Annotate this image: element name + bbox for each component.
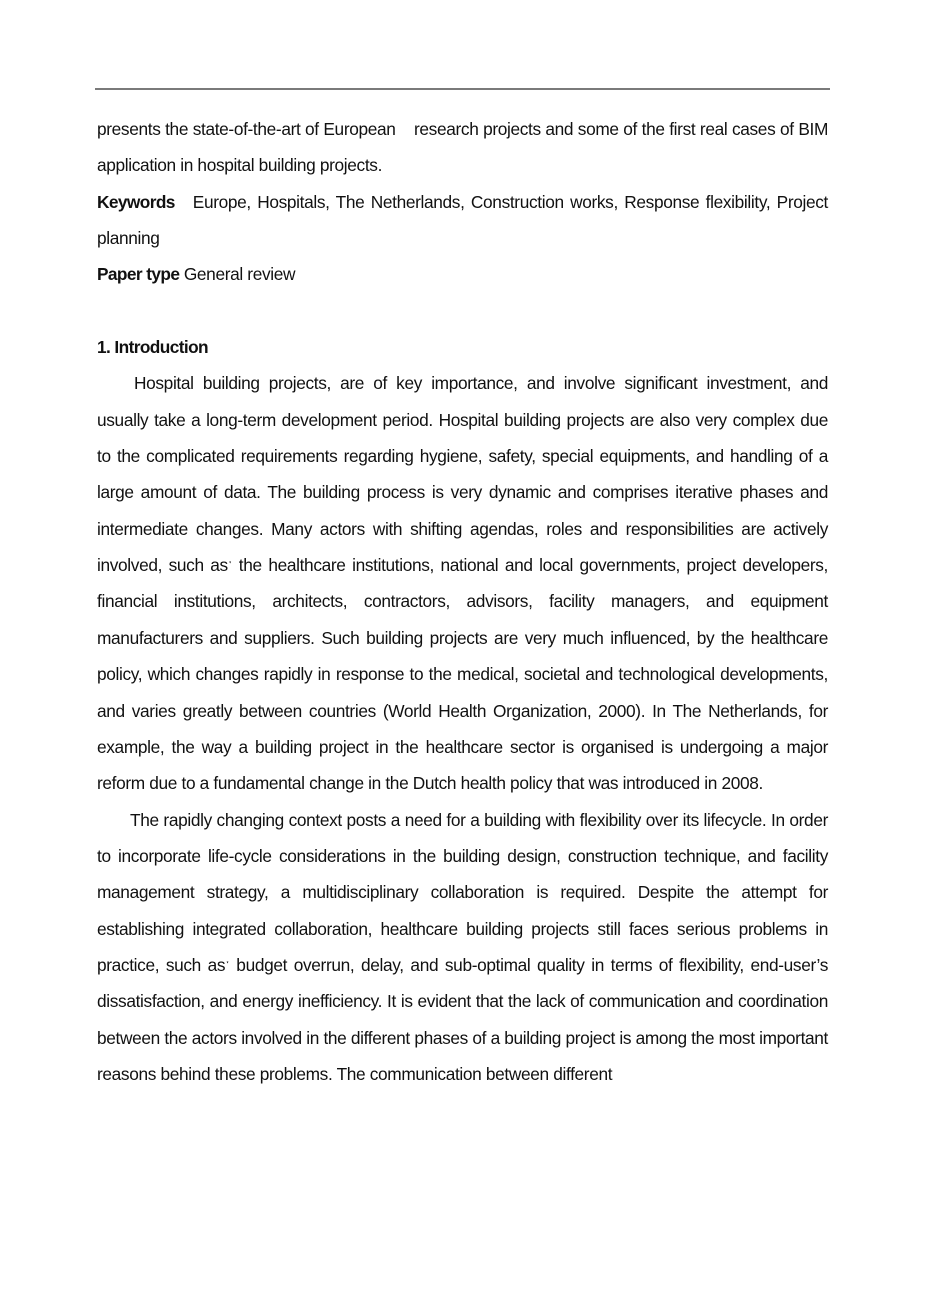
paper-type-value: General review: [183, 264, 296, 285]
section-spacer: [97, 293, 828, 329]
abstract-tail: presents the state-of-the-art of European research projects and some of the first real cases of BIM application in hospital building projects.: [97, 119, 828, 176]
paper-type-line: [97, 256, 828, 292]
paper-page: [97, 111, 828, 1092]
header-rule: [95, 88, 830, 90]
keywords-line: [97, 184, 828, 257]
keywords-value: Europe, Hospitals, The Netherlands, Construction works, Response flexibility, Project planning: [97, 191, 828, 249]
body-paragraph: The rapidly changing context posts a need for a building with flexibility over its lifecycle. In order to incorporate life-cycle considerations in the building design, construction technique, and facility management strategy, a multidisciplinary collaboration is required. Despite the attempt for establishing integrated collaboration, healthcare building projects still faces serious problems in practice, such asˑ budget overrun, delay, and sub-optimal quality in terms of flexibility, end-user’s dissatisfaction, and energy inefficiency. It is evident that the lack of communication and coordination between the actors involved in the different phases of a building project is among the most important reasons behind these problems. The communication between different: [97, 809, 828, 1084]
body-paragraph: Hospital building projects, are of key importance, and involve significant investment, and usually take a long-term development period. Hospital building projects are also very complex due to the complicated requirements regarding hygiene, safety, special equipments, and handling of a large amount of data. The building process is very dynamic and comprises iterative phases and intermediate changes. Many actors with shifting agendas, roles and responsibilities are actively involved, such asˑ the healthcare institutions, national and local governments, project developers, financial institutions, architects, contractors, advisors, facility managers, and equipment manufacturers and suppliers. Such building projects are very much influenced, by the healthcare policy, which changes rapidly in response to the medical, societal and technological developments, and varies greatly between countries (World Health Organization, 2000). In The Netherlands, for example, the way a building project in the healthcare sector is organised is undergoing a major reform due to a fundamental change in the Dutch health policy that was introduced in 2008.: [97, 373, 828, 794]
paper-type-label: Paper type: [97, 264, 180, 285]
keywords-label: Keywords: [97, 191, 175, 212]
section-heading: 1. Introduction: [97, 337, 208, 358]
